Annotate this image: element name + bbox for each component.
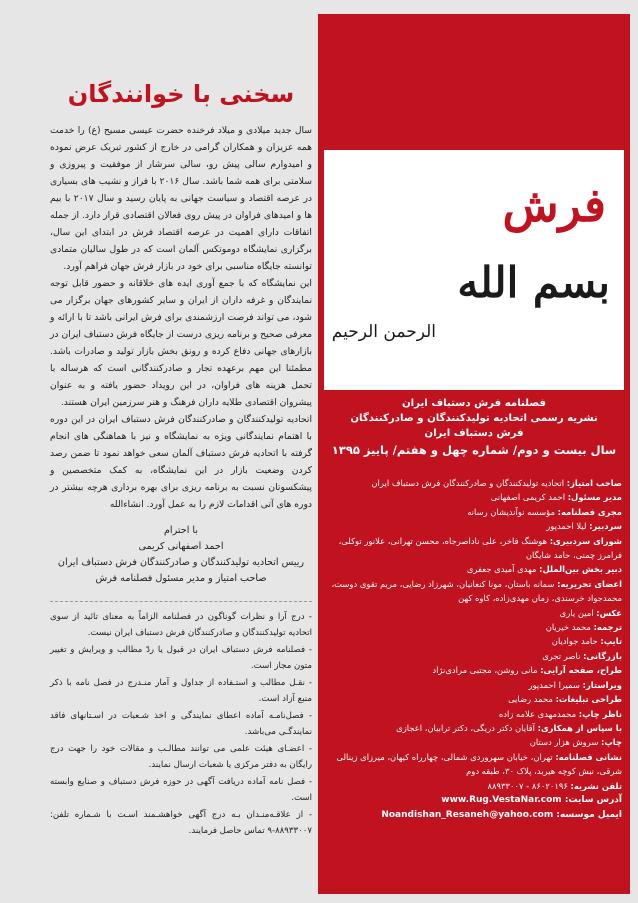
credit-thanks: با سپاس از همکاری: آقایان دکتر دریگی، دکتر ترابیان، اعجازی xyxy=(396,722,622,733)
website-line: آدرس سایت: www.Rug.VestaNar.com xyxy=(441,794,622,805)
credit-ad-design: طراحی تبلیغات: محمد رضایی xyxy=(508,694,622,705)
credit-editor: سردبیر: لیلا احمدپور xyxy=(546,521,622,532)
credit-translation: ترجمه: محمد خیریان xyxy=(545,622,622,633)
email-link[interactable]: Noandishan_Resaneh@yahoo.com xyxy=(381,809,554,820)
credit-director: مدیر مسئول: احمد کریمی اصفهانی xyxy=(490,492,622,503)
credit-printing: چاپ: سروش هزار دستان xyxy=(529,737,622,748)
editorial-paragraph-2: این نمایشگاه که با جمع آوری ایده های خلاقانه و حضور قابل توجه نمایندگان و غرفه داران از ایران و سایر کشورهای جهان برگزار می شود، می تواند فرصت ارزشمندی برای فرش ایرانی باشد تا با ارائه و معرفی صحیح و برنامه ریزی درست از جایگاه فرش دستباف ایران در بازارهای جهانی دفاع کرده و رونق بخش بازار تولید و صادرات باشد. مطمئنا این مهم برعهده تجار و صادرکنندگانی است که هرساله با تحمل هزینه های فراوان، در این رویداد حضور یافته و به عنوان پیشروان اقتصادی طلایه داران فرهنگ و هنر سرزمین ایران هستند. xyxy=(50,278,312,408)
issue-line: سال بیست و دوم/ شماره چهل و هفتم/ پاییز ۱۳۹۵ xyxy=(331,443,617,457)
note-3: - نقـل مطالب و استـفاده از جداول و آمار منـدرج در فصل نامه با ذکر منبع آزاد است. xyxy=(50,678,312,704)
masthead-line-1: فصلنامه فرش دستباف ایران xyxy=(401,398,547,409)
bismillah-calligraphy: بسم الله xyxy=(457,258,610,307)
credit-copyedit: ویراستار: سمیرا احمدپور xyxy=(528,679,622,690)
credit-address: نشانی فصلنامه: تهران، خیابان سهروردی شمالی، چهارراه کیهان، میرزای زینالی شرقی، نبش کوچه هیربد، پلاک ۳۰، طبقه دوم xyxy=(336,751,622,777)
note-6: - فصل نامه آماده دریافت آگهی در حوزه فرش دستباف و صنایع وابسته است. xyxy=(50,777,312,803)
credit-photo: عکس: امین یاری xyxy=(559,607,622,618)
credit-phone: تلفن نشریه: ۸۶۰۲۰۱۹۶ - ۸۸۹۳۳۰۰۷ xyxy=(487,780,622,791)
notes-divider xyxy=(50,601,312,602)
credit-owner: صاحب امتیاز: اتحادیه تولیدکنندگان و صادرکنندگان فرش دستباف ایران xyxy=(371,478,622,488)
credit-typing: تایپ: حامد جوادیان xyxy=(551,636,622,647)
credit-layout: طراح، صفحه آرایی: مانی روشن، مجتبی مرادی‌نژاد xyxy=(432,665,622,676)
bismillah-subtext: الرحمن الرحیم xyxy=(331,322,436,342)
credit-commerce: بازرگانی: ناصر تجری xyxy=(542,650,622,661)
note-5: - اعضـای هیئت علمی می توانند مطالـب و مقالات خود را جهت درج رایگان به دفتر مرکزی یا شعبات ارسال نمایند. xyxy=(50,744,312,770)
credits-list xyxy=(326,476,622,823)
closing-text: با احترام xyxy=(163,525,199,536)
note-7: - از علاقـه‌منـدان بـه درج آگهی خواهشـمند اسـت با شـماره تلفن: ۸۸۹۳۳۰۰۷-۹ تماس حاصل فرمایند. xyxy=(50,810,312,836)
editorial-column xyxy=(50,80,312,880)
email-line: ایمیل موسسه: Noandishan_Resaneh@yahoo.com xyxy=(381,809,622,820)
credit-print-supervisor: ناظر چاپ: محمدمهدی علامه زاده xyxy=(498,708,622,719)
editorial-title: سخنی با خوانندگان xyxy=(67,80,295,108)
credit-staff: اعضای تحریریه: سمانه باستان، مونا کنعانیان، شهرزاد رضایی، مریم تقوی دوست، محمدجواد خرسندی، زمان مهدی‌زاده، کاوه کهن xyxy=(331,578,622,604)
note-1: - درج آرا و نظرات گوناگون در فصلنامه الزاماً به معنای تائید از سوی اتحادیه تولیدکنندگان و صادرکنندگان فرش دستباف ایران نیست. xyxy=(50,612,312,638)
note-4: - فصل‌نامـه آماده اعطای نمایندگی و اخذ شـعبات در اسـتانهای فاقد نمایندگـی می‌باشد. xyxy=(50,711,312,737)
masthead-column xyxy=(318,14,630,894)
author-title-1: رییس اتحادیه تولیدکنندگان و صادرکنندگان فرش دستباف ایران xyxy=(57,557,305,568)
editorial-paragraph-3: اتحادیه تولیدکنندگان و صادرکنندگان فرش دستباف ایران در این دوره با اهتمام نمایندگانی ویژه به نمایشگاه و نیز با هماهنگی های انجام گرفته با اتحادیه فرش دستباف آلمان سعی خواهد نمود تا ضمن رصد کردن وضعیت بازار در این نمایشگاه، به کمک متخصصین و پیشکسوتان نسبت به برنامه ریزی برای بهره برداری هرچه بیشتر در دوره های آتی اقدامات لازم را به عمل آورد. انشاءالله xyxy=(50,414,312,510)
masthead-header xyxy=(324,396,624,458)
masthead-line-2: نشریه رسمی اتحادیه تولیدکنندگان و صادرکنندگان xyxy=(350,413,598,424)
farsh-logo: فرش xyxy=(502,178,606,232)
logo-area xyxy=(324,150,624,390)
editorial-paragraph-1: سال جدید میلادی و میلاد فرخنده حضرت عیسی مسیح (ع) را خدمت همه عزیزان و همکاران گرامی در خارج از کشور تبریک عرض نموده و امیدوارم سالی پیش رو، سالی سرشار از موفقیت و پیروزی و سلامتی برای همه شما باشد. سال ۲۰۱۶ با فراز و نشیب های بسیاری در عرصه اقتصاد و سیاست جهانی به پایان رسید و سال ۲۰۱۷ با بیم ها و امیدهای فراوان در پیش روی فعالان اقتصادی قرار دارد. از جمله اتفاقات دارای اهمیت در عرصه اقتصاد فرش در ابتدای این سال، برگزاری نمایشگاه دوموتکس آلمان است که در طول سالیان متمادی توانسته جایگاه مناسبی برای خود در بازار فرش جهان فراهم آورد. xyxy=(50,125,312,272)
credit-editorial-board: شورای سردبیری: هوشنگ فاخر، علی ناداصرجاه، محسن تهرانی، علانور توکلی، فرامرز چمنی، حامد شایگان xyxy=(338,535,622,561)
note-2: - فصلنامه فرش دستباف ایران در قبول یا ردّ مطالب و ویرایش و تغییر متون مجاز است. xyxy=(50,645,312,671)
credit-international: دبیر بخش بین‌الملل: مهدی آمیدی جعفری xyxy=(466,564,622,575)
notes-list xyxy=(50,610,312,839)
masthead-line-3: فرش دستباف ایران xyxy=(424,428,524,439)
website-link[interactable]: www.Rug.VestaNar.com xyxy=(441,794,562,805)
author-title-2: صاحب امتیاز و مدیر مسئول فصلنامه فرش xyxy=(95,573,267,584)
credit-publisher: مجری فصلنامه: مؤسسه نوآندیشان رسانه xyxy=(467,506,622,517)
author-name: احمد اصفهانی کریمی xyxy=(138,541,224,552)
editorial-signature xyxy=(50,523,312,587)
